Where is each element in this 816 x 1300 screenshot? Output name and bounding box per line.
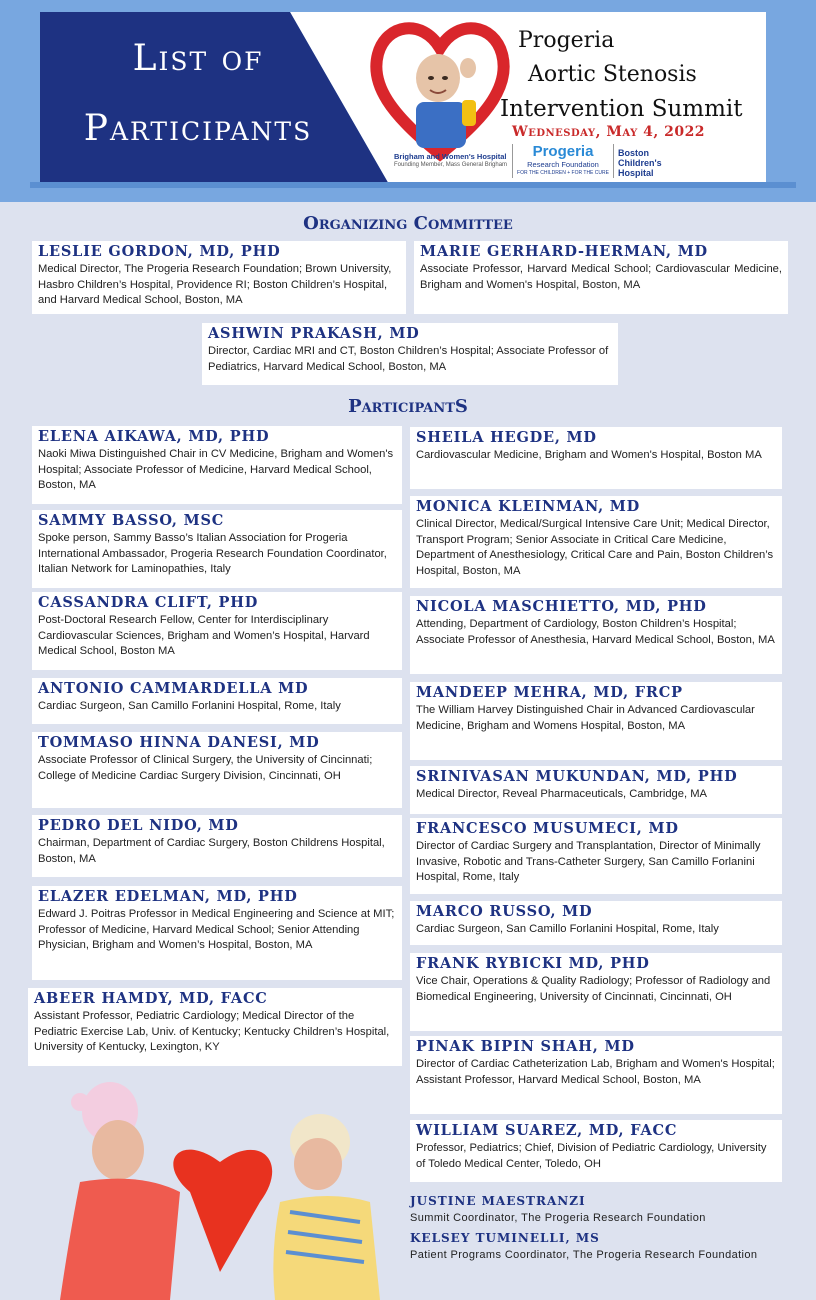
participant-name: SAMMY BASSO, MSC [38,512,225,529]
participant-affiliation: Attending, Department of Cardiology, Boston Children’s Hospital; Associate Professor of Anesthesia, Harvard Medical School, Boston, MA [416,618,775,646]
bwh-logo-text: Brigham and Women's Hospital [394,152,507,161]
participant-card [410,427,782,489]
prf-logo [512,144,614,178]
participant-affiliation: Assistant Professor, Pediatric Cardiology; Medical Director of the Pediatric Exercise Lab, Univ. of Kentucky; Kentucky Children’s Hospital, University of Kentucky, Lexington, KY [34,1010,390,1053]
participant-name: ELENA AIKAWA, MD, PHD [38,428,270,445]
header-divider [30,182,796,188]
participant-card [32,510,402,588]
participant-card [410,953,782,1031]
staff-role: Summit Coordinator, The Progeria Research Foundation [410,1212,706,1224]
participant-name: WILLIAM SUAREZ, MD, FACC [416,1122,678,1139]
participant-card [410,682,782,760]
participant-card [32,592,402,670]
title-line-1: List of [132,38,264,79]
participant-affiliation: Professor, Pediatrics; Chief, Division of Pediatric Cardiology, University of Toledo Medical Center, Toledo, OH [416,1142,767,1170]
participant-affiliation: Associate Professor of Clinical Surgery, the University of Cincinnati; College of Medicine Cardiac Surgery Division, Cincinnati, OH [38,754,373,782]
participant-card [32,815,402,877]
staff-name: JUSTINE MAESTRANZI [410,1194,586,1208]
prf-logo-text: Progeria [532,143,594,160]
participant-affiliation: Medical Director, Reveal Pharmaceuticals, Cambridge, MA [416,788,707,800]
staff-role: Patient Programs Coordinator, The Progeria Research Foundation [410,1249,758,1261]
participant-card [410,1036,782,1114]
summit-title-1: Progeria [518,28,615,53]
participant-name: SRINIVASAN MUKUNDAN, MD, PHD [416,768,738,785]
participant-card [410,901,782,945]
participant-affiliation: Medical Director, The Progeria Research Foundation; Brown University, Hasbro Children’s Hospital, Providence RI; Boston Children’s Hospital, and Harvard Medical School, Boston, MA [38,263,392,306]
prf-logo-tag: FOR THE CHILDREN + FOR THE CURE [517,170,609,176]
title-line-2: Participants [83,108,313,149]
participant-affiliation: Edward J. Poitras Professor in Medical Engineering and Science at MIT; Professor of Medicine, Harvard Medical School; Senior Attending Physician, Brigham and Women’s Hospital, Boston, MA [38,908,395,951]
participant-name: ELAZER EDELMAN, MD, PHD [38,888,298,905]
participant-name: CASSANDRA CLIFT, PHD [38,594,259,611]
participant-affiliation: Director of Cardiac Catheterization Lab, Brigham and Women's Hospital; Assistant Professor, Harvard Medical School, Boston, MA [416,1058,775,1086]
bch-logo-text: Boston Children's Hospital [618,148,662,178]
participant-affiliation: Director, Cardiac MRI and CT, Boston Children’s Hospital; Associate Professor of Pediatrics, Harvard Medical School, Boston, MA [208,345,609,373]
bwh-logo-sub: Founding Member, Mass General Brigham [394,162,508,168]
summit-title-3: Intervention Summit [500,96,743,122]
participant-name: PEDRO DEL NIDO, MD [38,817,239,834]
participant-name: FRANK RYBICKI MD, PHD [416,955,650,972]
organizer-card [202,323,618,385]
staff-name: KELSEY TUMINELLI, MS [410,1231,600,1245]
page-title [48,24,348,164]
participant-card [32,678,402,724]
participant-name: MONICA KLEINMAN, MD [416,498,640,515]
participant-card [410,596,782,674]
participant-name: ANTONIO CAMMARDELLA MD [38,680,309,697]
participant-name: PINAK BIPIN SHAH, MD [416,1038,635,1055]
organizer-card [414,241,788,314]
participant-affiliation: Naoki Miwa Distinguished Chair in CV Medicine, Brigham and Women's Hospital; Associate Professor of Medicine, Harvard Medical School, Boston, MA [38,448,394,491]
bwh-logo [394,152,512,170]
participant-name: MANDEEP MEHRA, MD, FRCP [416,684,683,701]
summit-date: Wednesday, May 4, 2022 [512,124,706,140]
staff-entry [410,1194,800,1224]
participant-affiliation: Cardiac Surgeon, San Camillo Forlanini Hospital, Rome, Italy [38,700,341,712]
participants-heading: ParticipantS [348,396,468,417]
participant-name: MARIE GERHARD-HERMAN, MD [420,243,708,260]
participant-card [32,886,402,980]
participant-affiliation: Clinical Director, Medical/Surgical Intensive Care Unit; Medical Director, Transport Program; Senior Associate in Critical Care Medicine, Department of Anesthesiology, Critical Care and Pain, Boston Children’s Hospital, Boston, MA [416,518,774,577]
participant-affiliation: Post-Doctoral Research Fellow, Center for Interdisciplinary Cardiovascular Sciences, Brigham and Women’s Hospital, Harvard Medical School, Boston MA [38,614,370,657]
participant-affiliation: Chairman, Department of Cardiac Surgery, Boston Childrens Hospital, Boston, MA [38,837,385,865]
children-heart-photo [60,1072,380,1300]
organizing-committee-heading: Organizing Committee [303,213,513,234]
participant-affiliation: Cardiac Surgeon, San Camillo Forlanini Hospital, Rome, Italy [416,923,719,935]
staff-entry [410,1231,800,1261]
prf-logo-sub: Research Foundation [527,160,599,169]
participant-card [410,766,782,814]
participant-name: FRANCESCO MUSUMECI, MD [416,820,679,837]
participant-name: SHEILA HEGDE, MD [416,429,597,446]
bch-logo [618,148,678,178]
child-photo [404,48,480,148]
participant-card [410,1120,782,1182]
organizer-card [32,241,406,314]
participant-card [28,988,402,1066]
participant-name: TOMMASO HINNA DANESI, MD [38,734,320,751]
participant-name: MARCO RUSSO, MD [416,903,593,920]
participant-name: ABEER HAMDY, MD, FACC [34,990,268,1007]
participant-card [32,732,402,808]
participant-affiliation: Vice Chair, Operations & Quality Radiology; Professor of Radiology and Biomedical Engineering, University of Cincinnati, Cincinnati, OH [416,975,771,1003]
participant-affiliation: The William Harvey Distinguished Chair in Advanced Cardiovascular Medicine, Brigham and Womens Hospital, Boston, MA [416,704,755,732]
participant-affiliation: Director of Cardiac Surgery and Transplantation, Director of Minimally Invasive, Robotic and Trans-Catheter Surgery, San Camillo Forlanini Hospital, Rome, Italy [416,840,761,883]
participant-affiliation: Spoke person, Sammy Basso’s Italian Association for Progeria International Ambassador, Progeria Research Foundation Coordinator, Italian Network for Laminopathies, Italy [38,532,387,575]
participant-name: ASHWIN PRAKASH, MD [208,325,420,342]
participant-name: LESLIE GORDON, MD, PHD [38,243,281,260]
participant-card [32,426,402,504]
participant-affiliation: Associate Professor, Harvard Medical School; Cardiovascular Medicine, Brigham and Women's Hospital, Boston, MA [420,263,782,291]
summit-title-2: Aortic Stenosis [528,62,697,87]
participant-affiliation: Cardiovascular Medicine, Brigham and Women's Hospital, Boston MA [416,449,762,461]
participant-name: NICOLA MASCHIETTO, MD, PHD [416,598,707,615]
participant-card [410,496,782,588]
participant-card [410,818,782,894]
